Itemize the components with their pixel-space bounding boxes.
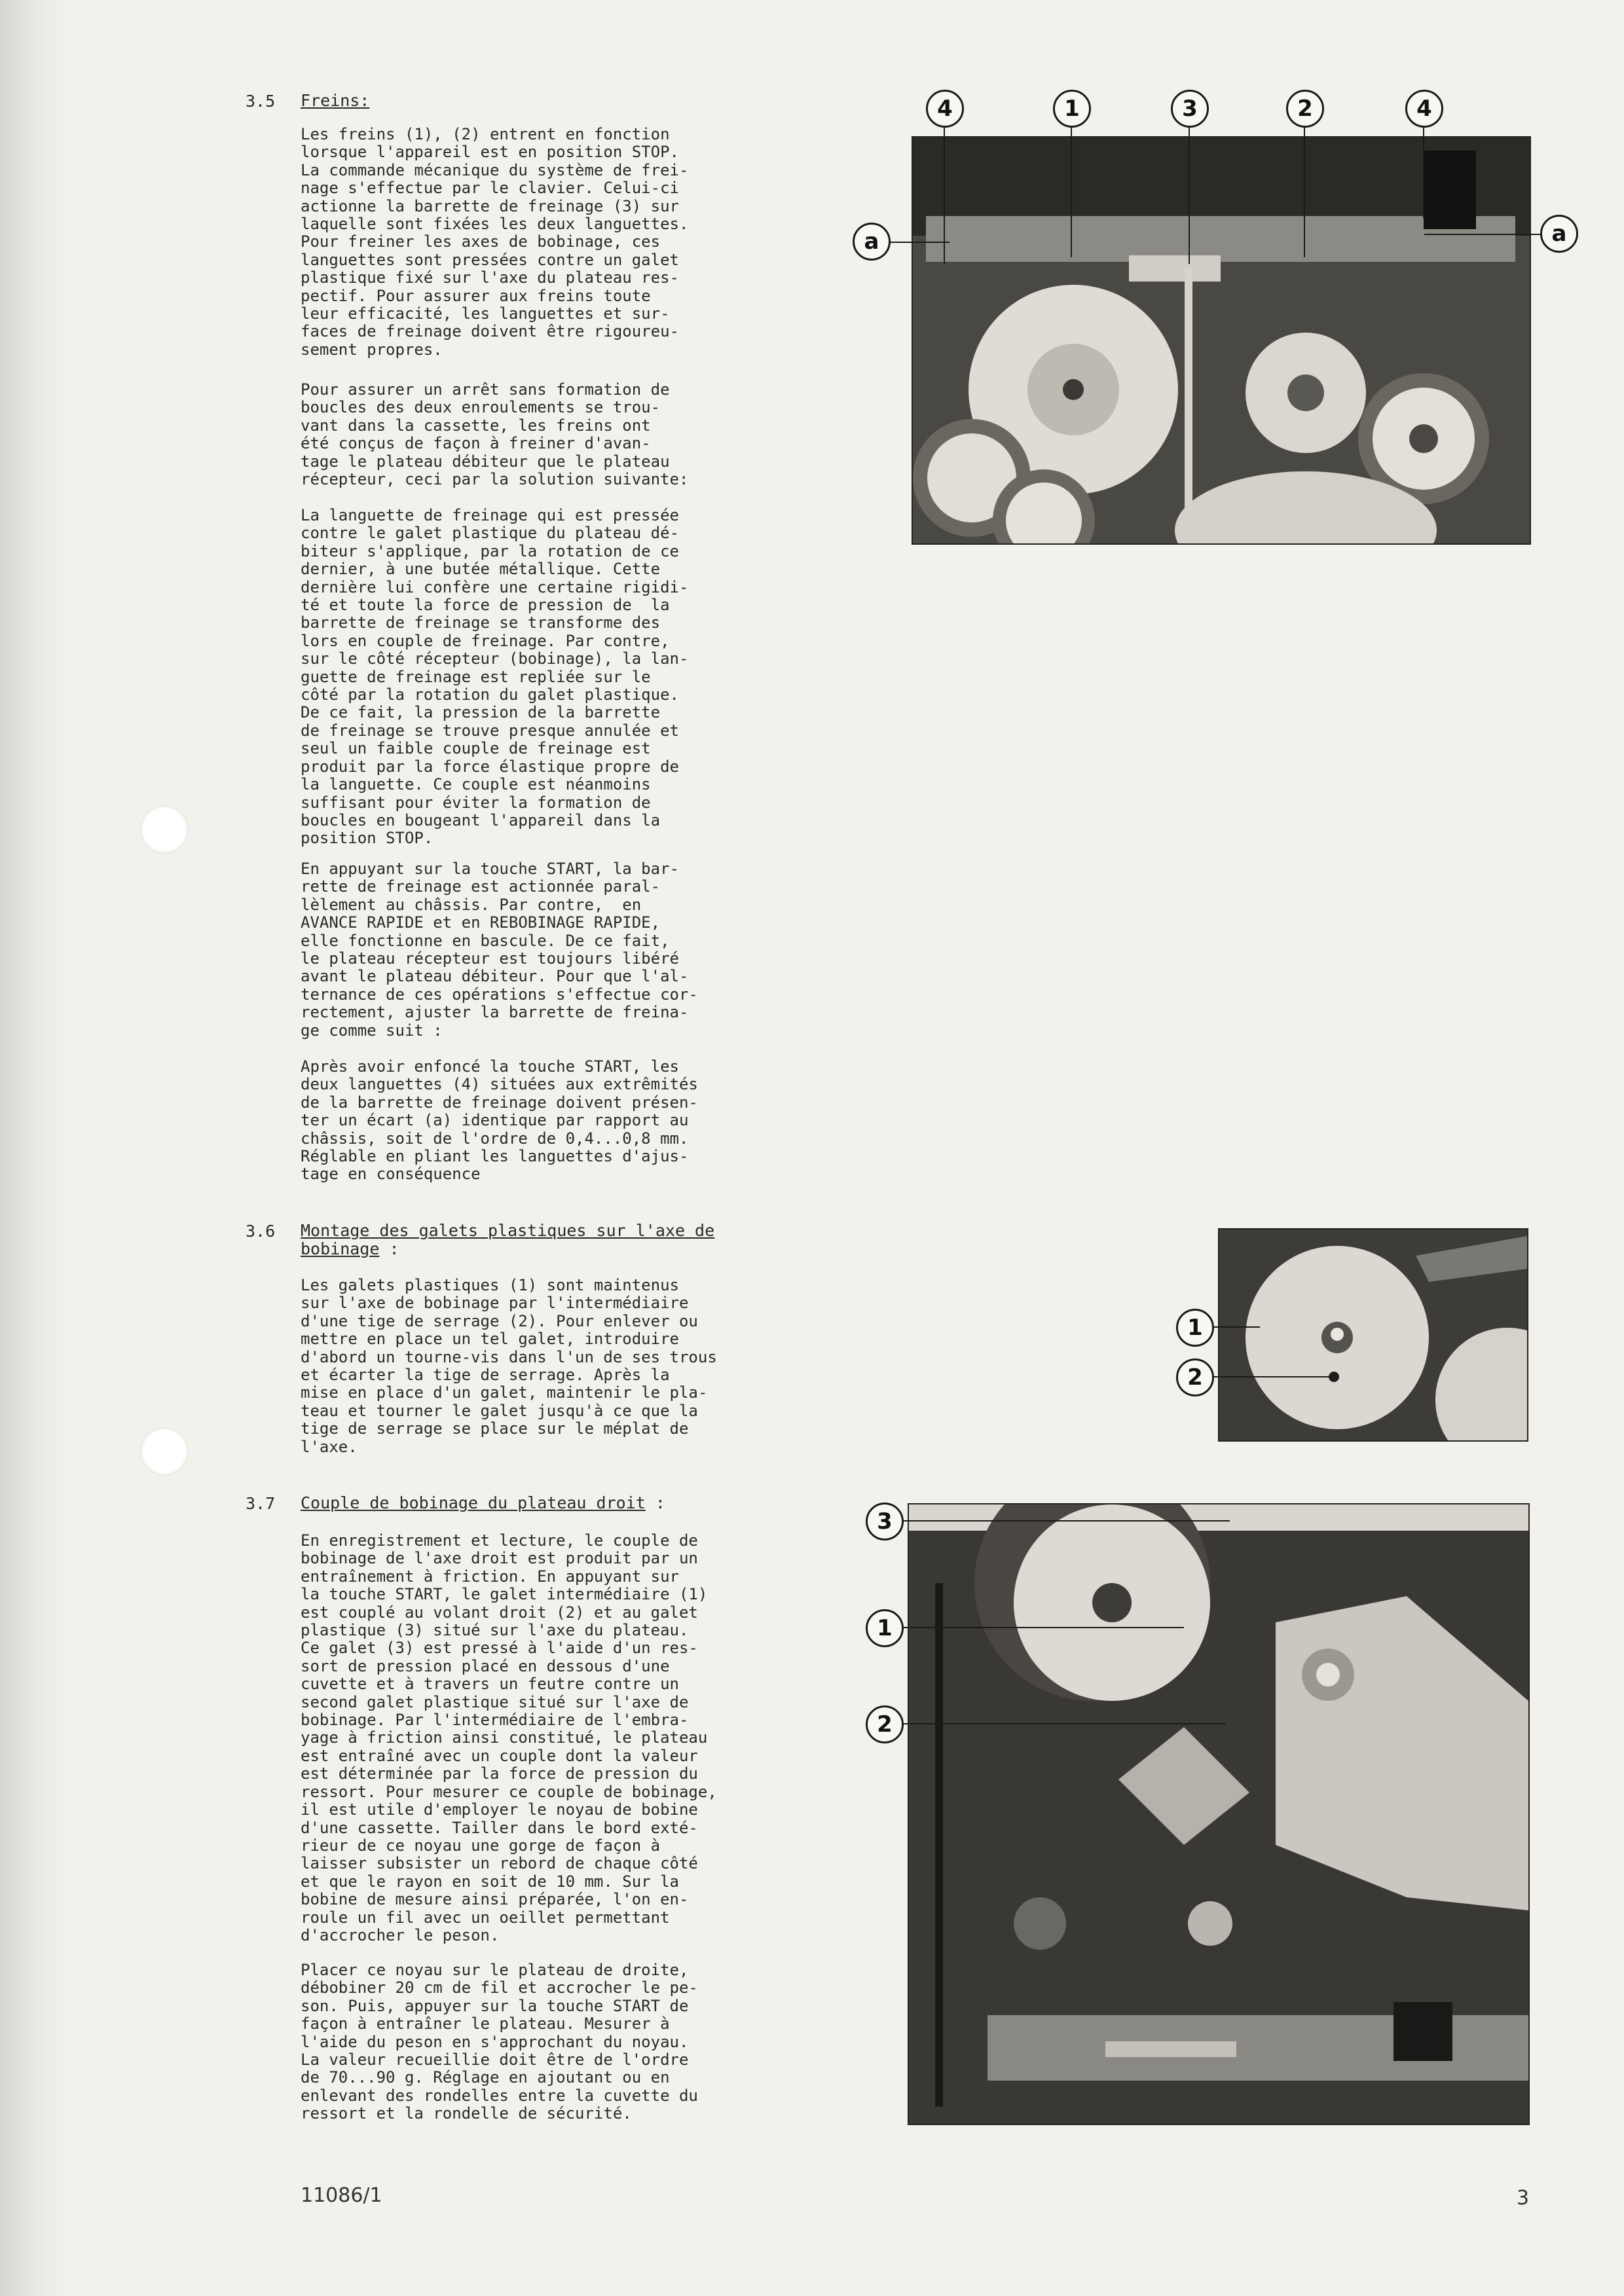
callout-2: 2 (866, 1705, 904, 1743)
paragraph: En appuyant sur la touche START, la bar- rette de freinage est actionnée paral- lèlement au châssis. Par contre, en AVANCE RAPIDE et en REBOBINAGE RAPIDE, elle fonctionne en bascule. De ce fait, le plateau récepteur est toujours libéré avant le plateau débiteur. Pour que l'al- ternance de ces opérations s'effectue cor- rectement, ajuster la barrette de freina- ge comme suit : (301, 860, 698, 1040)
paragraph: La languette de freinage qui est pressée contre le galet plastique du plateau dé- biteur s'applique, par la rotation de ce dernier, à une butée métallique. Cette dernière lui confère une certaine rigidi- té et toute la force de pression de la barrette de freinage se transforme des lors en couple de freinage. Par contre, sur le côté récepteur (bobinage), la lan- guette de freinage est repliée sur le côté par la rotation du galet plastique. De ce fait, la pression de la barrette de freinage se trouve presque annulée et seul un faible couple de freinage est produit par la force élastique propre de la languette. Ce couple est néanmoins suffisant pour éviter la formation de boucles en bougeant l'appareil dans la position STOP. (301, 506, 689, 848)
leader-line (1423, 126, 1424, 218)
leader-line (900, 1723, 1226, 1724)
section-title: Freins: (301, 91, 370, 110)
torque-photo-drawing (909, 1504, 1528, 2124)
paragraph: Les galets plastiques (1) sont maintenus sur l'axe de bobinage par l'intermédiaire d'une tige de serrage (2). Pour enlever ou mettre en place un tel galet, introduire d'abord un tourne-vis dans l'un de ses trous et écarter la tige de serrage. Après la mise en place d'un galet, maintenir le pla- teau et tourner le galet jusqu'à ce que la tige de serrage se place sur le méplat de l'axe. (301, 1276, 717, 1456)
callout-2: 2 (1176, 1358, 1214, 1396)
roller-photo-drawing (1219, 1230, 1527, 1440)
section-number: 3.7 (246, 1494, 276, 1513)
callout-3: 3 (866, 1503, 904, 1540)
callout-2: 2 (1286, 90, 1324, 128)
paragraph: Après avoir enfoncé la touche START, les deux languettes (4) situées aux extrêmités de la barrette de freinage doivent présen- ter un écart (a) identique par rapport au châssis, soit de l'ordre de 0,4...0,8 mm. Réglable en pliant les languettes d'ajus- tage en conséquence (301, 1057, 698, 1184)
callout-3: 3 (1171, 90, 1209, 128)
section-number: 3.6 (246, 1222, 276, 1241)
leader-line (900, 1627, 1184, 1628)
callout-1: 1 (1176, 1309, 1214, 1347)
punch-hole-upper (140, 805, 189, 854)
section-title-suffix: : (379, 1239, 399, 1258)
leader-line (1304, 126, 1305, 257)
section-number: 3.5 (246, 92, 276, 111)
page-binding-shadow (0, 0, 72, 2296)
paragraph: Pour assurer un arrêt sans formation de boucles des deux enroulements se trou- vant dans la cassette, les freins ont été conçus de façon à freiner d'avan- tage le plateau débiteur que le plateau récepteur, ceci par la solution suivante: (301, 380, 689, 489)
leader-line (1214, 1326, 1260, 1328)
section-title (301, 1494, 772, 1512)
paragraph: Les freins (1), (2) entrent en fonction lorsque l'appareil est en position STOP. La commande mécanique du système de frei- nage s'effectue par le clavier. Celui-ci actionne la barrette de freinage (3) sur laquelle sont fixées les deux languettes. Pour freiner les axes de bobinage, ces languettes sont pressées contre un galet plastique fixé sur l'axe du plateau res- pectif. Pour assurer aux freins toute leur efficacité, les languettes et sur- faces de freinage doivent être rigoureu- sement propres. (301, 125, 689, 359)
punch-hole-lower (140, 1427, 189, 1476)
leader-line (900, 1520, 1230, 1522)
leader-line (887, 242, 950, 243)
paragraph: Placer ce noyau sur le plateau de droite, débobiner 20 cm de fil et accrocher le pe- son. Puis, appuyer sur la touche START de façon à entraîner le plateau. Mesurer à l'aide du peson en s'approchant du noyau. La valeur recueillie doit être de l'ordre de 70...90 g. Réglage en ajoutant ou en enlevant des rondelles entre la cuvette du ressort et la rondelle de sécurité. (301, 1961, 698, 2123)
callout-4-right: 4 (1405, 90, 1443, 128)
callout-1: 1 (1053, 90, 1091, 128)
callout-4-left: 4 (926, 90, 964, 128)
section-title-suffix: : (645, 1493, 665, 1512)
roller-photo (1218, 1228, 1528, 1442)
leader-line (1424, 234, 1550, 235)
paragraph: En enregistrement et lecture, le couple de bobinage de l'axe droit est produit par un entraînement à friction. En appuyant sur la touche START, le galet intermédiaire (1) est couplé au volant droit (2) et au galet plastique (3) situé sur l'axe du plateau. Ce galet (3) est pressé à l'aide d'un res- sort de pression placé en dessous d'une cuvette et à travers un feutre contre un second galet plastique situé sur l'axe de bobinage. Par l'intermédiaire de l'embra- yage à friction ainsi constitué, le plateau est entraîné avec un couple dont la valeur est déterminée par la force de pression du ressort. Pour mesurer ce couple de bobinage, il est utile d'employer le noyau de bobine d'une cassette. Tailler dans le bord exté- rieur de ce noyau une gorge de façon à laisser subsister un rebord de chaque côté et que le rayon en soit de 10 mm. Sur la bobine de mesure ainsi préparée, l'on en- roule un fil avec un oeillet permettant d'accrocher le peson. (301, 1531, 717, 1944)
callout-a-left: a (853, 223, 891, 261)
leader-line (1071, 126, 1072, 257)
brakes-photo (912, 136, 1531, 545)
brakes-photo-drawing (913, 137, 1530, 543)
callout-a-right: a (1540, 215, 1578, 253)
leader-line (1189, 126, 1190, 264)
section-title (301, 1222, 772, 1258)
callout-1: 1 (866, 1609, 904, 1647)
torque-photo (908, 1503, 1530, 2125)
section-title-text: Couple de bobinage du plateau droit (301, 1493, 646, 1512)
leader-line (1214, 1376, 1332, 1377)
section-title-text: Montage des galets plastiques sur l'axe de bobinage (301, 1221, 715, 1258)
document-number: 11086/1 (301, 2184, 382, 2207)
page-number: 3 (1517, 2187, 1530, 2210)
leader-line (944, 126, 945, 264)
